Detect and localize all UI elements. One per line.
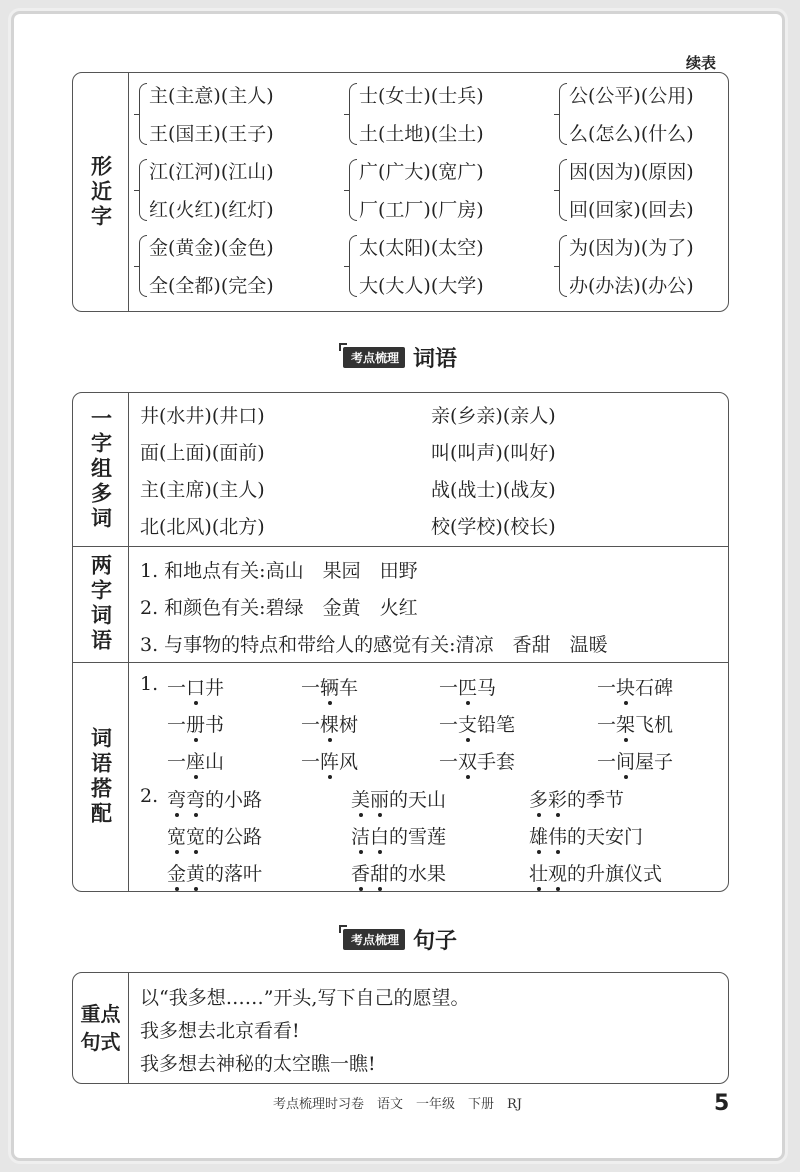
dotted-char: 丽 — [370, 789, 390, 811]
dotted-char: 口 — [186, 677, 206, 699]
measure-phrase: 一双手套 — [439, 751, 516, 773]
pair-item: 为(因为)(为了) — [569, 237, 694, 259]
adjective-phrase: 壮观的升旗仪式 — [529, 863, 663, 885]
adjective-phrase: 金黄的落叶 — [167, 863, 263, 885]
measure-phrase: 一棵树 — [301, 714, 359, 736]
dotted-char: 阵 — [320, 751, 340, 773]
dotted-char: 洁 — [351, 826, 371, 848]
measure-phrase: 一册书 — [167, 714, 225, 736]
dotted-char: 双 — [458, 751, 478, 773]
pair-item: 全(全都)(完全) — [149, 275, 274, 297]
measure-phrase: 一口井 — [167, 677, 225, 699]
pair-item: 金(黄金)(金色) — [149, 237, 274, 259]
dotted-char: 雄 — [529, 826, 549, 848]
adjective-phrase: 弯弯的小路 — [167, 789, 263, 811]
section-heading: 句子 — [413, 929, 458, 954]
pair-item: 江(江河)(江山) — [149, 161, 274, 183]
word-group: 叫(叫声)(叫好) — [431, 442, 556, 464]
dotted-char: 匹 — [458, 677, 478, 699]
pair-item: 太(太阳)(太空) — [359, 237, 484, 259]
measure-phrase: 一匹马 — [439, 677, 497, 699]
dotted-char: 块 — [616, 677, 636, 699]
adjective-phrase: 洁白的雪莲 — [351, 826, 447, 848]
dotted-char: 辆 — [320, 677, 340, 699]
dotted-char: 壮 — [529, 863, 549, 885]
sentence-line: 我多想去北京看看! — [140, 1020, 300, 1042]
dotted-char: 座 — [186, 751, 206, 773]
word-group: 校(学校)(校长) — [431, 516, 556, 538]
dotted-char: 弯 — [167, 789, 187, 811]
continued-label: 续表 — [686, 54, 717, 72]
row-label-two-char-words: 两字词语 — [88, 554, 114, 654]
pair-item: 王(国王)(王子) — [149, 123, 274, 145]
pair-item: 厂(工厂)(厂房) — [359, 199, 484, 221]
adjective-phrase: 雄伟的天安门 — [529, 826, 644, 848]
word-group: 战(战士)(战友) — [431, 479, 556, 501]
section-title-sentences — [0, 924, 800, 955]
section-heading: 词语 — [413, 347, 458, 372]
dotted-char: 多 — [529, 789, 549, 811]
section-tag: 考点梳理 — [343, 347, 405, 368]
pair-item: 红(火红)(红灯) — [149, 199, 274, 221]
dotted-char: 架 — [616, 714, 636, 736]
measure-phrase: 一块石碑 — [597, 677, 674, 699]
measure-phrase: 一座山 — [167, 751, 225, 773]
adjective-phrase: 宽宽的公路 — [167, 826, 263, 848]
measure-phrase: 一架飞机 — [597, 714, 674, 736]
sentence-line: 以“我多想……”开头,写下自己的愿望。 — [140, 987, 470, 1009]
word-line: 2. 和颜色有关:碧绿 金黄 火红 — [140, 597, 418, 619]
pair-item: 办(办法)(办公) — [569, 275, 694, 297]
pair-item: 广(广大)(宽广) — [359, 161, 484, 183]
pair-item: 公(公平)(公用) — [569, 85, 694, 107]
dotted-char: 伟 — [548, 826, 568, 848]
word-group: 主(主席)(主人) — [140, 479, 265, 501]
similar-characters-table — [72, 72, 729, 312]
similar-characters-label: 形近字 — [88, 154, 114, 230]
word-line: 3. 与事物的特点和带给人的感觉有关:清凉 香甜 温暖 — [140, 634, 608, 656]
word-group: 北(北风)(北方) — [140, 516, 265, 538]
dotted-char: 宽 — [186, 826, 206, 848]
adjective-phrase: 多彩的季节 — [529, 789, 625, 811]
dotted-char: 黄 — [186, 863, 206, 885]
dotted-char: 支 — [458, 714, 478, 736]
dotted-char: 弯 — [186, 789, 206, 811]
dotted-char: 册 — [186, 714, 206, 736]
pair-item: 回(回家)(回去) — [569, 199, 694, 221]
word-group: 面(上面)(面前) — [140, 442, 265, 464]
section-title-words — [0, 342, 800, 373]
pair-item: 土(土地)(尘土) — [359, 123, 484, 145]
pair-item: 主(主意)(主人) — [149, 85, 274, 107]
footer-text: 考点梳理时习卷 语文 一年级 下册 RJ — [273, 1097, 522, 1112]
word-line: 1. 和地点有关:高山 果园 田野 — [140, 560, 418, 582]
measure-phrase: 一间屋子 — [597, 751, 674, 773]
sentence-line: 我多想去神秘的太空瞧一瞧! — [140, 1053, 376, 1075]
dotted-char: 间 — [616, 751, 636, 773]
list-number: 2. — [140, 785, 159, 807]
dotted-char: 甜 — [370, 863, 390, 885]
word-group: 井(水井)(井口) — [140, 405, 265, 427]
key-sentence-pattern-text: 重点句式 — [80, 1002, 121, 1054]
page-number: 5 — [714, 1091, 730, 1116]
row-label-one-char-many-words: 一字组多词 — [88, 407, 114, 532]
dotted-char: 棵 — [320, 714, 340, 736]
key-sentence-pattern-label — [73, 973, 128, 1083]
section-tag: 考点梳理 — [343, 929, 405, 950]
dotted-char: 美 — [351, 789, 371, 811]
measure-phrase: 一阵风 — [301, 751, 359, 773]
dotted-char: 观 — [548, 863, 568, 885]
list-number: 1. — [140, 673, 159, 695]
dotted-char: 白 — [370, 826, 390, 848]
sentences-table — [72, 972, 729, 1084]
dotted-char: 彩 — [548, 789, 568, 811]
pair-item: 因(因为)(原因) — [569, 161, 694, 183]
dotted-char: 宽 — [167, 826, 187, 848]
word-group: 亲(乡亲)(亲人) — [431, 405, 556, 427]
row-label-word-matching: 词语搭配 — [88, 726, 114, 827]
measure-phrase: 一支铅笔 — [439, 714, 516, 736]
pair-item: 大(大人)(大学) — [359, 275, 484, 297]
adjective-phrase: 美丽的天山 — [351, 789, 447, 811]
adjective-phrase: 香甜的水果 — [351, 863, 447, 885]
words-table — [72, 392, 729, 892]
dotted-char: 香 — [351, 863, 371, 885]
measure-phrase: 一辆车 — [301, 677, 359, 699]
dotted-char: 金 — [167, 863, 187, 885]
pair-item: 士(女士)(士兵) — [359, 85, 484, 107]
pair-item: 么(怎么)(什么) — [569, 123, 694, 145]
